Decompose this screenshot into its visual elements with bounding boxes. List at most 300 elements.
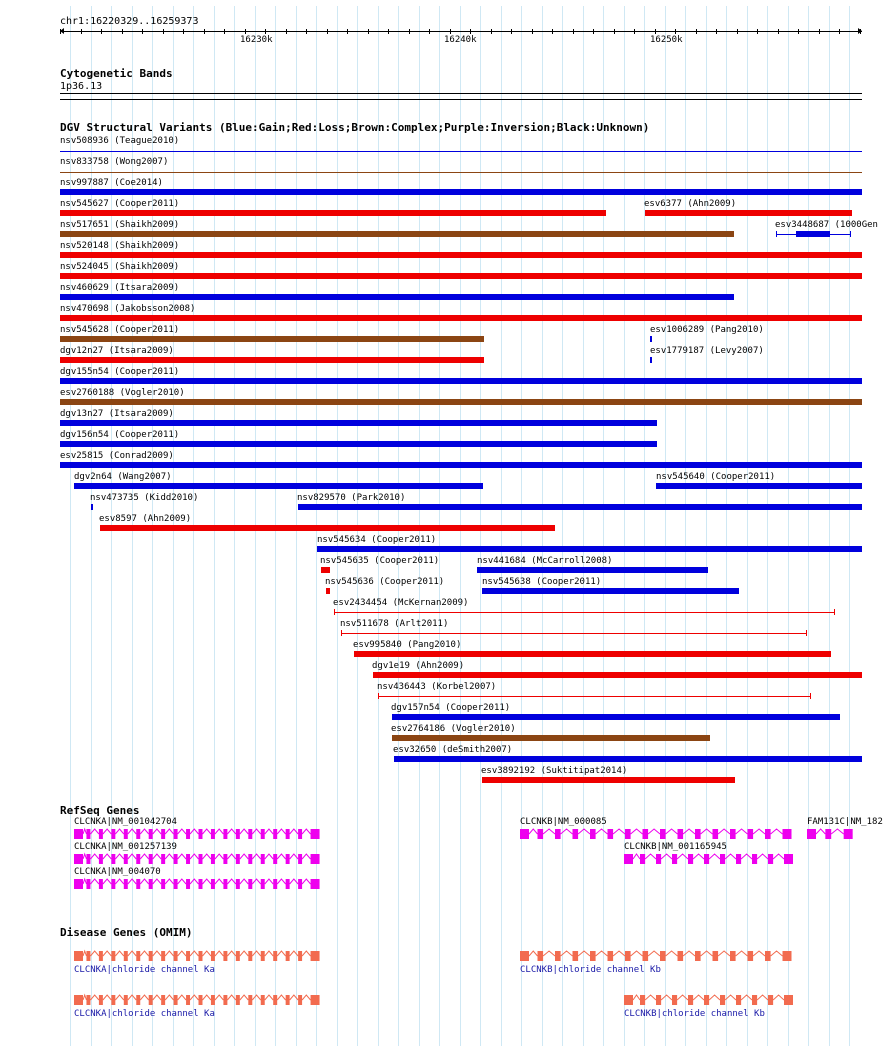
exon [223,829,227,839]
exon [199,995,203,1005]
exon [161,995,165,1005]
disease-gene-label[interactable]: CLCNKA|chloride channel Ka [74,1009,215,1019]
disease-gene-model[interactable] [74,950,325,962]
variant-label[interactable]: nsv997887 (Coe2014) [60,178,163,188]
exon [643,829,649,839]
exon [286,995,290,1005]
variant-bar[interactable] [650,357,652,363]
ruler-tick [614,29,615,34]
variant-bar[interactable] [60,420,657,426]
exon [672,854,677,864]
ruler-tick [470,29,471,34]
variant-label[interactable]: nsv545640 (Cooper2011) [656,472,776,482]
variant-bar[interactable] [482,777,735,783]
exon [261,829,265,839]
variant-bar[interactable] [60,357,484,363]
variant-end-tick [834,609,835,615]
exon [99,829,103,839]
variant-label[interactable]: dgv157n54 (Cooper2011) [391,703,511,713]
ruler-tick [306,29,307,34]
exon [174,829,178,839]
variant-bar[interactable] [60,151,862,152]
exon [199,879,203,889]
exon [590,951,596,961]
ruler-tick [163,29,164,34]
ruler-tick [265,29,266,34]
ruler-tick-label: 16240k [444,35,477,45]
variant-bar[interactable] [321,567,330,573]
variant-end-tick [334,609,335,615]
exon [765,829,771,839]
exon [573,951,579,961]
exon [608,951,614,961]
exon [625,829,631,839]
variant-label[interactable]: esv2760188 (Vogler2010) [60,388,185,398]
variant-label[interactable]: nsv511678 (Arlt2011) [340,619,449,629]
variant-bar[interactable] [60,273,862,279]
variant-label[interactable]: esv2764186 (Vogler2010) [391,724,516,734]
exon [311,951,320,961]
variant-label[interactable]: dgv2n64 (Wang2007) [74,472,172,482]
exon [555,951,561,961]
variant-label[interactable]: dgv1e19 (Ahn2009) [372,661,465,671]
variant-bar[interactable] [482,588,739,594]
gene-label[interactable]: CLCNKA|NM_001042704 [74,817,177,827]
variant-bar[interactable] [645,210,852,216]
exon [273,995,277,1005]
ruler-tick [81,29,82,34]
variant-end-tick [341,630,342,636]
ruler-tick [778,29,779,34]
variant-bar[interactable] [60,441,657,447]
exon [784,995,793,1005]
exon [86,951,90,961]
variant-end-tick [850,231,851,237]
variant-bar[interactable] [74,483,483,489]
exon [695,951,701,961]
exon [199,951,203,961]
ruler-tick [532,29,533,34]
exon [656,995,661,1005]
intron [529,951,783,956]
grid-line [829,6,830,1046]
exon [624,995,633,1005]
gene-model[interactable] [74,828,325,840]
exon [286,879,290,889]
exon [236,995,240,1005]
exon [186,854,190,864]
ruler-tick [839,29,840,34]
exon [186,829,190,839]
exon [223,854,227,864]
variant-label[interactable]: dgv155n54 (Cooper2011) [60,367,180,377]
ruler-tick [388,29,389,34]
grid-line [644,6,645,1046]
cytoband-top-border [60,93,862,94]
omim-track-title[interactable]: Disease Genes (OMIM) [60,926,193,939]
variant-label[interactable]: esv995840 (Pang2010) [353,640,462,650]
ruler-tick [450,29,451,34]
exon [736,995,741,1005]
variant-label[interactable]: nsv545634 (Cooper2011) [317,535,437,545]
grid-line [583,6,584,1046]
exon [783,951,792,961]
ruler-tick [429,29,430,34]
exon [111,951,115,961]
exon [136,879,140,889]
exon [736,854,741,864]
exon [730,829,736,839]
exon [538,951,544,961]
variant-label[interactable]: esv32650 (deSmith2007) [393,745,513,755]
variant-bar[interactable] [650,336,652,342]
ruler-range-label: chr1:16220329..16259373 [60,16,199,27]
exon [678,951,684,961]
ruler-tick [860,29,861,34]
exon [784,854,793,864]
ruler-tick [122,29,123,34]
variant-bar[interactable] [477,567,708,573]
grid-line [665,6,666,1046]
variant-line [776,234,850,235]
variant-label[interactable]: esv1779187 (Levy2007) [650,346,764,356]
variant-label[interactable]: esv6377 (Ahn2009) [644,199,737,209]
variant-end-tick [806,630,807,636]
exon [111,854,115,864]
variant-bar[interactable] [341,633,807,634]
exon [695,829,701,839]
exon [149,951,153,961]
intron [529,829,783,834]
variant-label[interactable]: nsv545635 (Cooper2011) [320,556,440,566]
disease-gene-label[interactable]: CLCNKB|chloride channel Kb [624,1009,765,1019]
exon [248,829,252,839]
ruler-tick [142,29,143,34]
exon [149,854,153,864]
variant-label[interactable]: nsv517651 (Shaikh2009) [60,220,180,230]
exon [640,995,645,1005]
exon [149,879,153,889]
gene-label[interactable]: FAM131C|NM_182 [807,817,883,827]
gene-model[interactable] [74,878,325,890]
exon [783,829,792,839]
ruler-tick-label: 16230k [240,35,273,45]
gene-model[interactable] [807,828,864,840]
dgv-track-title[interactable]: DGV Structural Variants (Blue:Gain;Red:Loss;Brown:Complex;Purple:Inversion;Black:Unknown) [60,121,650,134]
variant-label[interactable]: dgv156n54 (Cooper2011) [60,430,180,440]
exon [174,879,178,889]
exon [161,829,165,839]
exon [199,854,203,864]
variant-bar[interactable] [60,399,862,405]
exon [211,879,215,889]
exon [186,995,190,1005]
exon [520,951,529,961]
ruler-tick [204,29,205,34]
exon [261,879,265,889]
exon [624,854,633,864]
variant-label[interactable]: nsv829570 (Park2010) [297,493,406,503]
exon [124,829,128,839]
exon [286,951,290,961]
variant-bar[interactable] [91,504,93,510]
grid-line [767,6,768,1046]
gene-model[interactable] [74,853,325,865]
exon [74,879,83,889]
ruler-tick [511,29,512,34]
ruler-tick [327,29,328,34]
ruler-tick [286,29,287,34]
variant-label[interactable]: esv3892192 (Suktitipat2014) [481,766,628,776]
grid-line [685,6,686,1046]
exon [223,879,227,889]
exon [311,829,320,839]
exon [640,854,645,864]
grid-line [747,6,748,1046]
exon [136,951,140,961]
exon [223,995,227,1005]
ruler-tick [593,29,594,34]
variant-bar[interactable] [60,210,606,216]
variant-label[interactable]: esv1006289 (Pang2010) [650,325,764,335]
exon [520,829,529,839]
grid-line [706,6,707,1046]
variant-bar[interactable] [392,735,710,741]
exon [311,995,320,1005]
variant-bar[interactable] [60,336,484,342]
gene-label[interactable]: CLCNKA|NM_004070 [74,867,161,877]
exon [99,879,103,889]
exon [825,829,831,839]
ruler-tick-label: 16250k [650,35,683,45]
exon [590,829,596,839]
exon [211,829,215,839]
variant-bar[interactable] [60,252,862,258]
exon [248,995,252,1005]
exon [248,879,252,889]
variant-bar[interactable] [60,462,862,468]
ruler-tick [675,29,676,34]
exon [236,951,240,961]
exon [186,951,190,961]
disease-gene-label[interactable]: CLCNKB|chloride channel Kb [520,965,661,975]
ruler-tick [183,29,184,34]
exon [311,854,320,864]
variant-bar[interactable] [60,378,862,384]
refseq-track-title[interactable]: RefSeq Genes [60,804,140,817]
exon [99,951,103,961]
exon [298,879,302,889]
exon [660,951,666,961]
ruler-tick [757,29,758,34]
variant-end-tick [776,231,777,237]
disease-gene-label[interactable]: CLCNKA|chloride channel Ka [74,965,215,975]
ruler-tick [409,29,410,34]
variant-label[interactable]: nsv460629 (Itsara2009) [60,283,180,293]
variant-label[interactable]: dgv12n27 (Itsara2009) [60,346,174,356]
grid-line [726,6,727,1046]
ruler-tick [245,29,246,34]
ruler-axis [60,31,862,32]
exon [236,829,240,839]
exon [720,854,725,864]
ruler-tick [716,29,717,34]
exon [311,879,320,889]
exon [174,854,178,864]
exon [236,879,240,889]
grid-line [624,6,625,1046]
variant-end-tick [810,693,811,699]
variant-bar[interactable] [60,189,862,195]
ruler-tick [634,29,635,34]
exon [672,995,677,1005]
variant-label[interactable]: nsv833758 (Wong2007) [60,157,169,167]
exon [625,951,631,961]
exon [273,854,277,864]
gene-label[interactable]: CLCNKB|NM_001165945 [624,842,727,852]
exon [678,829,684,839]
variant-bar[interactable] [298,504,862,510]
variant-label[interactable]: nsv470698 (Jakobsson2008) [60,304,196,314]
variant-bar[interactable] [392,714,840,720]
ruler-tick [696,29,697,34]
disease-gene-model[interactable] [74,994,325,1006]
variant-label[interactable]: nsv473735 (Kidd2010) [90,493,199,503]
variant-bar[interactable] [378,696,811,697]
exon [86,995,90,1005]
exon [161,951,165,961]
grid-line [808,6,809,1046]
exon [86,879,90,889]
variant-label[interactable]: esv3448687 (1000Gen [775,220,878,230]
exon [298,951,302,961]
ruler-tick [552,29,553,34]
exon [174,995,178,1005]
ruler-tick [368,29,369,34]
grid-line [562,6,563,1046]
variant-bar[interactable] [354,651,831,657]
exon [298,829,302,839]
variant-label[interactable]: nsv520148 (Shaikh2009) [60,241,180,251]
variant-label[interactable]: nsv545627 (Cooper2011) [60,199,180,209]
variant-label[interactable]: nsv441684 (McCarroll2008) [477,556,613,566]
exon [248,854,252,864]
exon [86,854,90,864]
ruler-tick [347,29,348,34]
variant-bar[interactable] [326,588,330,594]
exon [298,854,302,864]
exon [111,995,115,1005]
exon [713,951,719,961]
variant-label[interactable]: nsv545636 (Cooper2011) [325,577,445,587]
variant-bar[interactable] [60,294,734,300]
exon [555,829,561,839]
exon [211,995,215,1005]
exon [74,829,83,839]
exon [86,829,90,839]
exon [99,995,103,1005]
variant-label[interactable]: nsv524045 (Shaikh2009) [60,262,180,272]
exon [248,951,252,961]
variant-bar[interactable] [100,525,555,531]
variant-bar[interactable] [656,483,862,489]
exon [704,995,709,1005]
variant-bar[interactable] [317,546,862,552]
variant-label[interactable]: nsv508936 (Teague2010) [60,136,180,146]
exon [752,854,757,864]
variant-label[interactable]: dgv13n27 (Itsara2009) [60,409,174,419]
variant-bar[interactable] [60,231,734,237]
variant-label[interactable]: esv25815 (Conrad2009) [60,451,174,461]
grid-line [788,6,789,1046]
exon [186,879,190,889]
variant-label[interactable]: esv8597 (Ahn2009) [99,514,192,524]
exon [748,829,754,839]
gene-label[interactable]: CLCNKB|NM_000085 [520,817,607,827]
exon [273,879,277,889]
exon [573,829,579,839]
exon [807,829,816,839]
variant-label[interactable]: esv2434454 (McKernan2009) [333,598,469,608]
grid-line [849,6,850,1046]
exon [74,854,83,864]
ruler-tick [491,29,492,34]
variant-label[interactable]: nsv436443 (Korbel2007) [377,682,497,692]
exon [149,995,153,1005]
variant-bar[interactable] [60,172,862,173]
gene-label[interactable]: CLCNKA|NM_001257139 [74,842,177,852]
disease-gene-model[interactable] [624,994,802,1006]
exon [720,995,725,1005]
variant-bar[interactable] [334,612,835,613]
gene-model[interactable] [520,828,802,840]
variant-label[interactable]: nsv545628 (Cooper2011) [60,325,180,335]
variant-label[interactable]: nsv545638 (Cooper2011) [482,577,602,587]
grid-line [603,6,604,1046]
exon [124,854,128,864]
ruler-tick [655,29,656,34]
variant-bar[interactable] [60,315,862,321]
exon [298,995,302,1005]
exon [273,829,277,839]
exon [124,995,128,1005]
exon [538,829,544,839]
variant-bar[interactable] [394,756,862,762]
exon [149,829,153,839]
exon [111,829,115,839]
gene-model[interactable] [624,853,802,865]
exon [730,951,736,961]
exon [161,854,165,864]
exon [713,829,719,839]
disease-gene-model[interactable] [520,950,802,962]
exon [748,951,754,961]
exon [752,995,757,1005]
exon [643,951,649,961]
cytoband-bottom-border [60,99,862,100]
exon [74,995,83,1005]
exon [124,879,128,889]
exon [99,854,103,864]
exon [211,854,215,864]
exon [688,995,693,1005]
ruler-tick [60,29,61,34]
exon [768,995,773,1005]
cytoband-track-title[interactable]: Cytogenetic Bands [60,67,173,80]
ruler-tick [224,29,225,34]
variant-bar[interactable] [373,672,862,678]
ruler-tick [573,29,574,34]
